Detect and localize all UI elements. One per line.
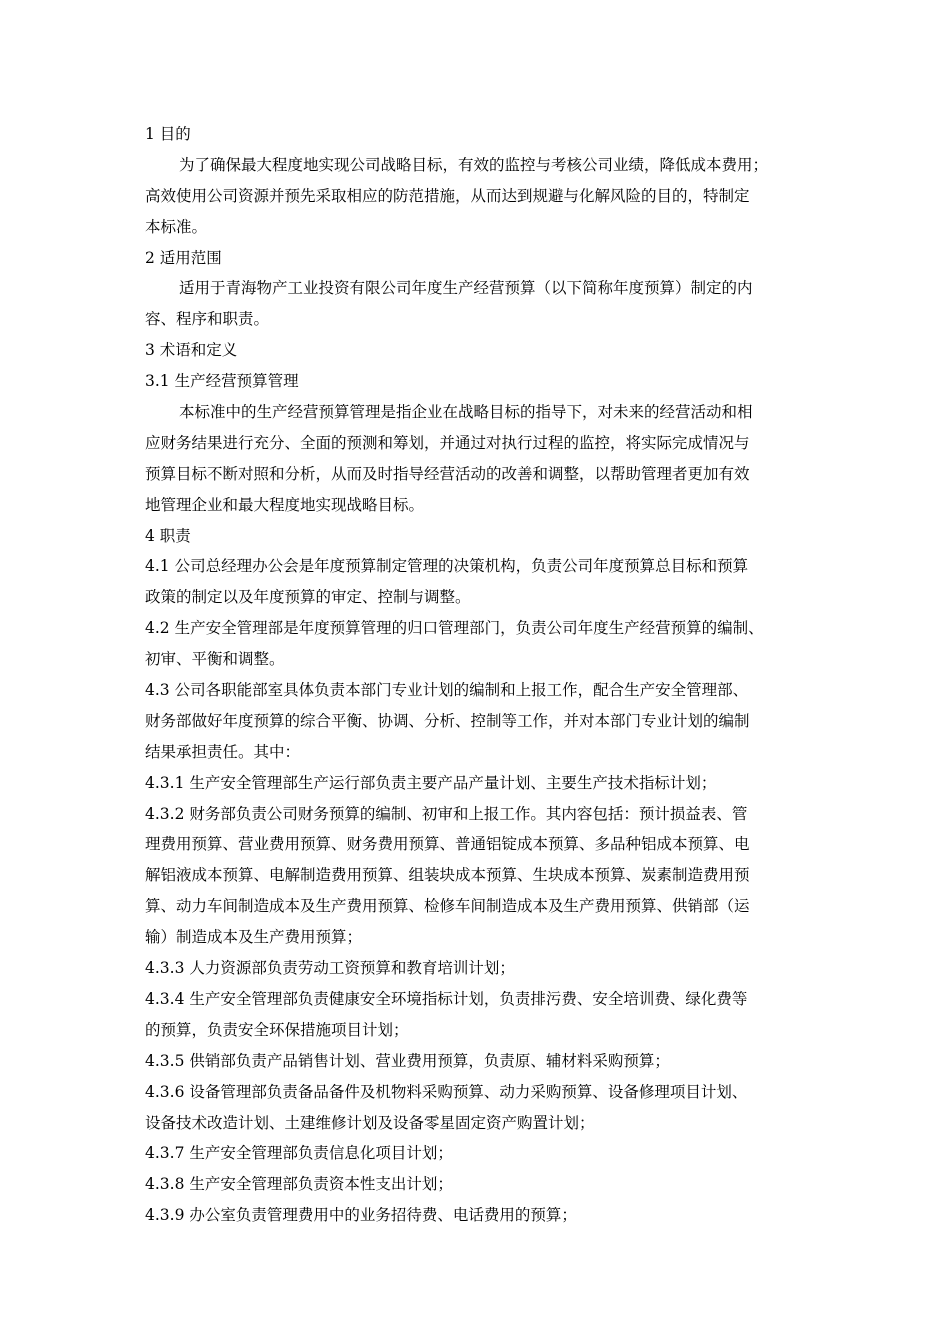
text-line: 为了确保最大程度地实现公司战略目标，有效的监控与考核公司业绩，降低成本费用； xyxy=(179,155,769,174)
text-line: 财务部做好年度预算的综合平衡、协调、分析、控制等工作，并对本部门专业计划的编制 xyxy=(145,711,750,730)
text-line: 4.1 公司总经理办公会是年度预算制定管理的决策机构，负责公司年度预算总目标和预算 xyxy=(145,557,749,576)
text-line: 4.3.6 设备管理部负责备品备件及机物料采购预算、动力采购预算、设备修理项目计划、 xyxy=(145,1082,748,1101)
text-line: 算、动力车间制造成本及生产费用预算、检修车间制造成本及生产费用预算、供销部（运 xyxy=(145,897,750,916)
text-line: 4.3.9 办公室负责管理费用中的业务招待费、电话费用的预算； xyxy=(145,1206,577,1225)
text-line: 4.3.8 生产安全管理部负责资本性支出计划； xyxy=(145,1175,453,1194)
text-line: 本标准中的生产经营预算管理是指企业在战略目标的指导下，对未来的经营活动和相 xyxy=(179,403,753,422)
text-line: 的预算，负责安全环保措施项目计划； xyxy=(145,1020,409,1039)
text-line: 4.3.4 生产安全管理部负责健康安全环境指标计划，负责排污费、安全培训费、绿化费等 xyxy=(145,989,748,1008)
text-line: 政策的制定以及年度预算的审定、控制与调整。 xyxy=(145,588,471,607)
text-line: 1 目的 xyxy=(145,125,191,143)
text-line: 容、程序和职责。 xyxy=(145,310,270,329)
text-line: 地管理企业和最大程度地实现战略目标。 xyxy=(145,495,425,514)
text-line: 预算目标不断对照和分析，从而及时指导经营活动的改善和调整，以帮助管理者更加有效 xyxy=(145,464,750,483)
text-line: 4 职责 xyxy=(145,526,191,545)
text-line: 理费用预算、营业费用预算、财务费用预算、普通铝锭成本预算、多品种铝成本预算、电 xyxy=(145,835,750,854)
text-line: 3 术语和定义 xyxy=(145,341,238,360)
text-line: 设备技术改造计划、土建维修计划及设备零星固定资产购置计划； xyxy=(145,1113,595,1132)
document-body xyxy=(145,119,810,1231)
text-line: 适用于青海物产工业投资有限公司年度生产经营预算（以下简称年度预算）制定的内 xyxy=(179,279,753,298)
text-line: 4.3.5 供销部负责产品销售计划、营业费用预算，负责原、辅材料采购预算； xyxy=(145,1051,670,1070)
text-line: 结果承担责任。其中： xyxy=(145,742,301,761)
text-line: 4.3.3 人力资源部负责劳动工资预算和教育培训计划； xyxy=(145,959,515,978)
text-line: 4.3.2 财务部负责公司财务预算的编制、初审和上报工作。其内容包括：预计损益表、管 xyxy=(145,804,748,823)
text-line: 4.2 生产安全管理部是年度预算管理的归口管理部门，负责公司年度生产经营预算的编制、 xyxy=(145,619,764,638)
text-line: 4.3.7 生产安全管理部负责信息化项目计划； xyxy=(145,1144,453,1163)
text-line: 高效使用公司资源并预先采取相应的防范措施，从而达到规避与化解风险的目的，特制定 xyxy=(145,186,750,205)
text-line: 本标准。 xyxy=(145,217,208,236)
text-line: 2 适用范围 xyxy=(145,248,222,267)
text-line: 4.3.1 生产安全管理部生产运行部负责主要产品产量计划、主要生产技术指标计划； xyxy=(145,773,717,792)
text-line: 输）制造成本及生产费用预算； xyxy=(145,928,363,947)
text-line: 应财务结果进行充分、全面的预测和筹划，并通过对执行过程的监控，将实际完成情况与 xyxy=(145,433,750,452)
text-line: 3.1 生产经营预算管理 xyxy=(145,372,299,391)
text-line: 解铝液成本预算、电解制造费用预算、组装块成本预算、生块成本预算、炭素制造费用预 xyxy=(145,866,750,885)
text-line: 初审、平衡和调整。 xyxy=(145,650,285,669)
text-line: 4.3 公司各职能部室具体负责本部门专业计划的编制和上报工作，配合生产安全管理部、 xyxy=(145,681,749,700)
